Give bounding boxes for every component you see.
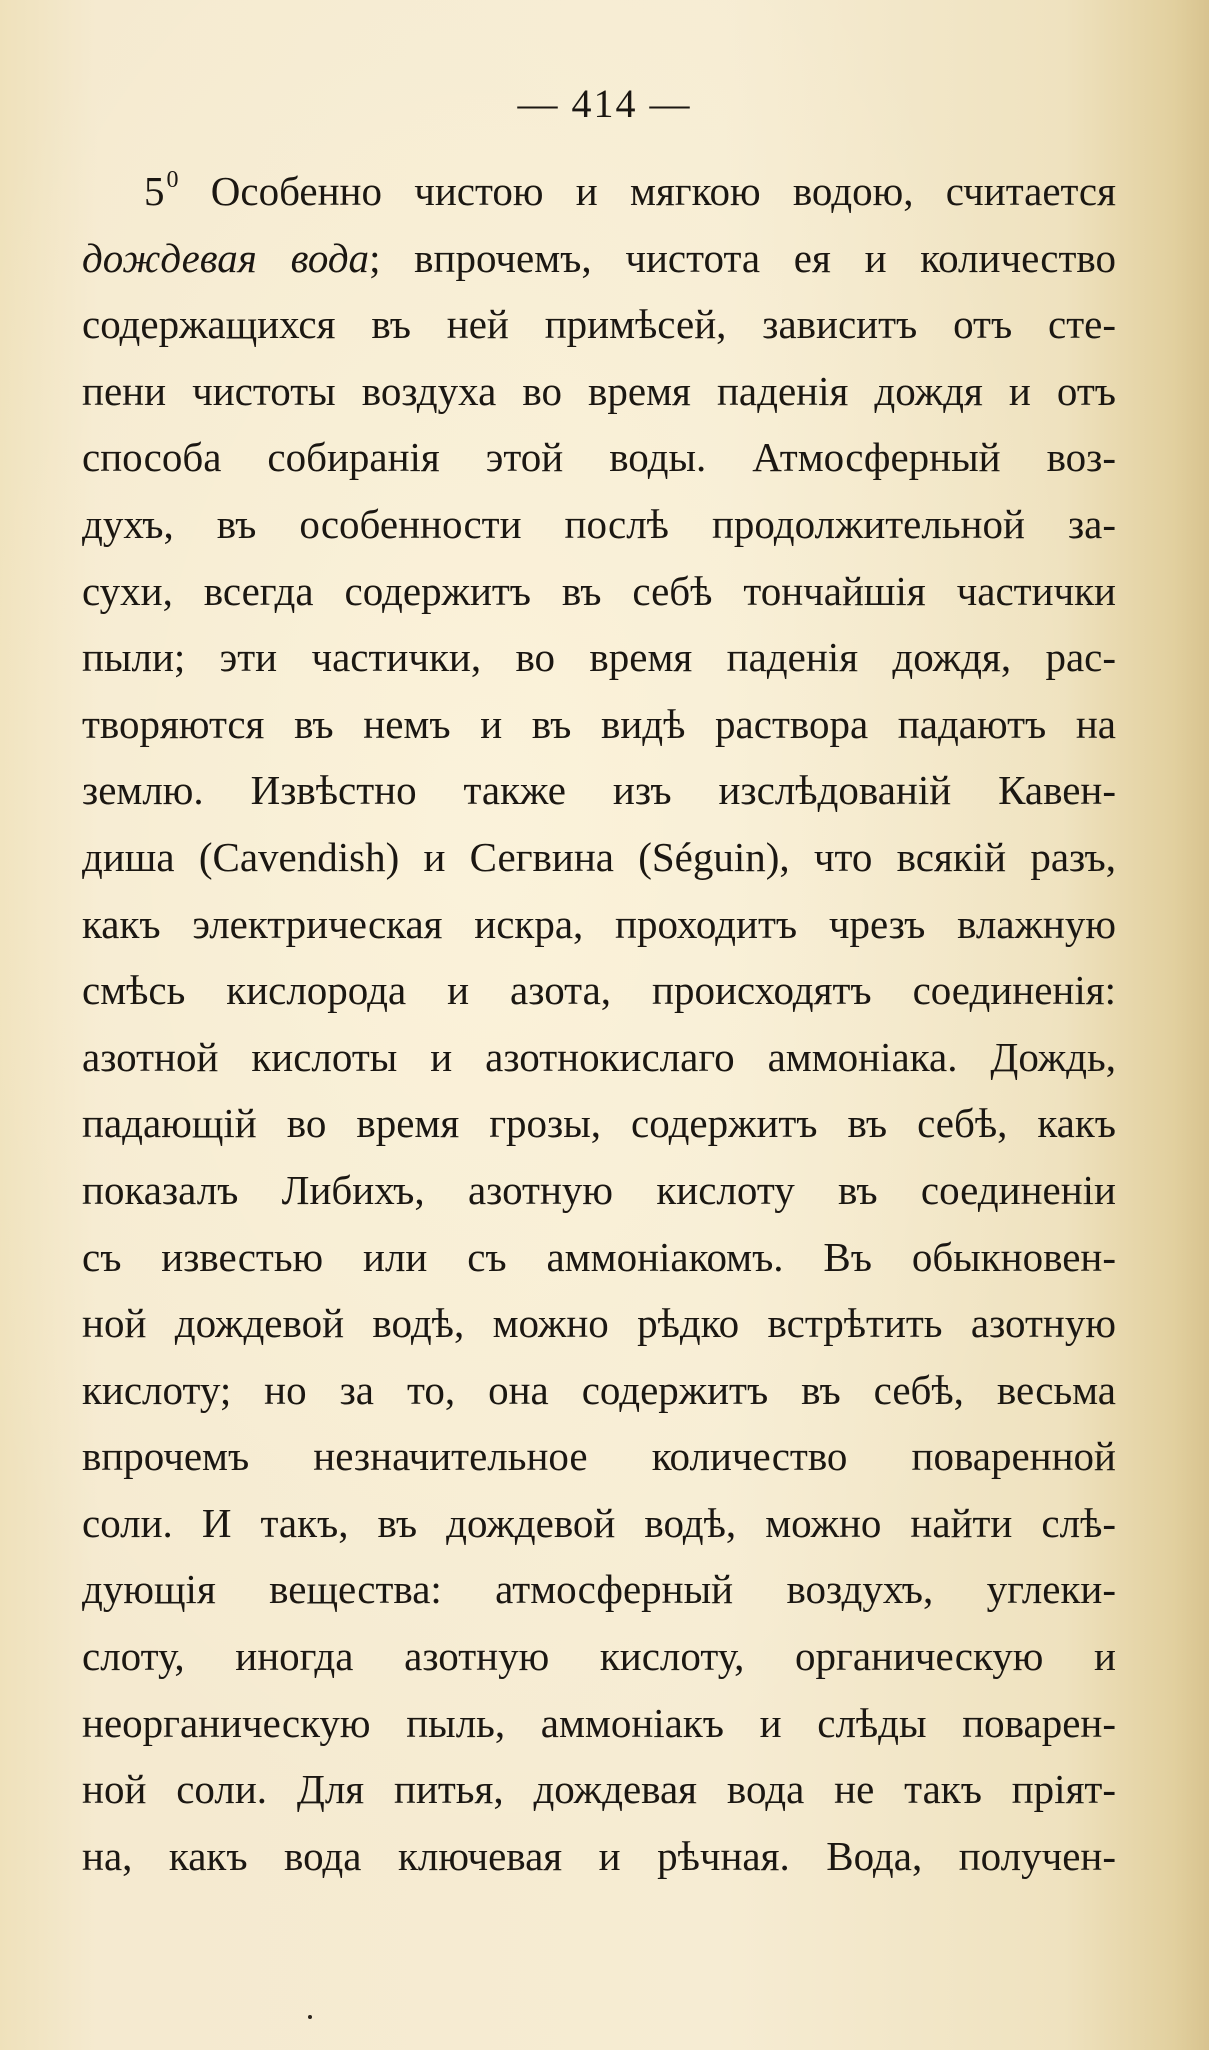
text-line: неорганическую пыль, аммоніакъ и слѣды поварен-: [82, 1699, 1116, 1746]
text-line: показалъ Либихъ, азотную кислоту въ соединеніи: [82, 1166, 1116, 1213]
text-line: падающій во время грозы, содержитъ въ себѣ, какъ: [82, 1100, 1116, 1147]
text-line-1: [82, 158, 1116, 225]
text-line: пени чистоты воздуха во время паденія дождя и отъ: [82, 367, 1116, 414]
first-line-text: Особенно чистою и мягкою водою, считается: [178, 168, 1116, 214]
page-number: — 414 —: [517, 81, 692, 126]
text-line: ной соли. Для питья, дождевая вода не такъ пріят-: [82, 1766, 1116, 1813]
text-line: дующія вещества: атмосферный воздухъ, углеки-: [82, 1566, 1116, 1613]
text-line: соли. И такъ, въ дождевой водѣ, можно найти слѣ-: [82, 1499, 1116, 1546]
text-line: пыли; эти частички, во время паденія дождя, рас-: [82, 634, 1116, 681]
text-line: духъ, въ особенности послѣ продолжительной за-: [82, 500, 1116, 547]
text-line: творяются въ немъ и въ видѣ раствора падаютъ на: [82, 700, 1116, 747]
text-line: азотной кислоты и азотнокислаго аммоніака. Дождь,: [82, 1033, 1116, 1080]
body-text: [82, 158, 1116, 1889]
text-lines: [82, 291, 1116, 1889]
text-line: диша (Cavendish) и Сегвина (Séguin), что всякій разъ,: [82, 833, 1116, 880]
text-line: способа собиранія этой воды. Атмосферный воз-: [82, 434, 1116, 481]
text-line: ной дождевой водѣ, можно рѣдко встрѣтить азотную: [82, 1300, 1116, 1347]
text-line: содержащихся въ ней примѣсей, зависитъ отъ сте-: [82, 301, 1116, 348]
text-line: какъ электрическая искра, проходитъ чрезъ влажную: [82, 900, 1116, 947]
paragraph-number: 5: [144, 168, 165, 214]
print-speck: [308, 2015, 312, 2019]
text-line-2: [82, 225, 1116, 292]
text-line: сухи, всегда содержитъ въ себѣ тончайшія частички: [82, 567, 1116, 614]
text-line: на, какъ вода ключевая и рѣчная. Вода, получен-: [82, 1832, 1116, 1879]
text-line: съ известью или съ аммоніакомъ. Въ обыкновен-: [82, 1233, 1116, 1280]
text-line: кислоту; но за то, она содержитъ въ себѣ, весьма: [82, 1366, 1116, 1413]
degree-superscript: 0: [166, 167, 179, 193]
text-line: смѣсь кислорода и азота, происходятъ соединенія:: [82, 967, 1116, 1014]
text-line: слоту, иногда азотную кислоту, органическую и: [82, 1633, 1116, 1680]
italic-term: дождевая вода: [82, 234, 370, 281]
text-line: впрочемъ незначительное количество поваренной: [82, 1433, 1116, 1480]
second-line-text: ; впрочемъ, чистота ея и количество: [369, 234, 1116, 281]
text-line: землю. Извѣстно также изъ изслѣдованій Кавен-: [82, 767, 1116, 814]
